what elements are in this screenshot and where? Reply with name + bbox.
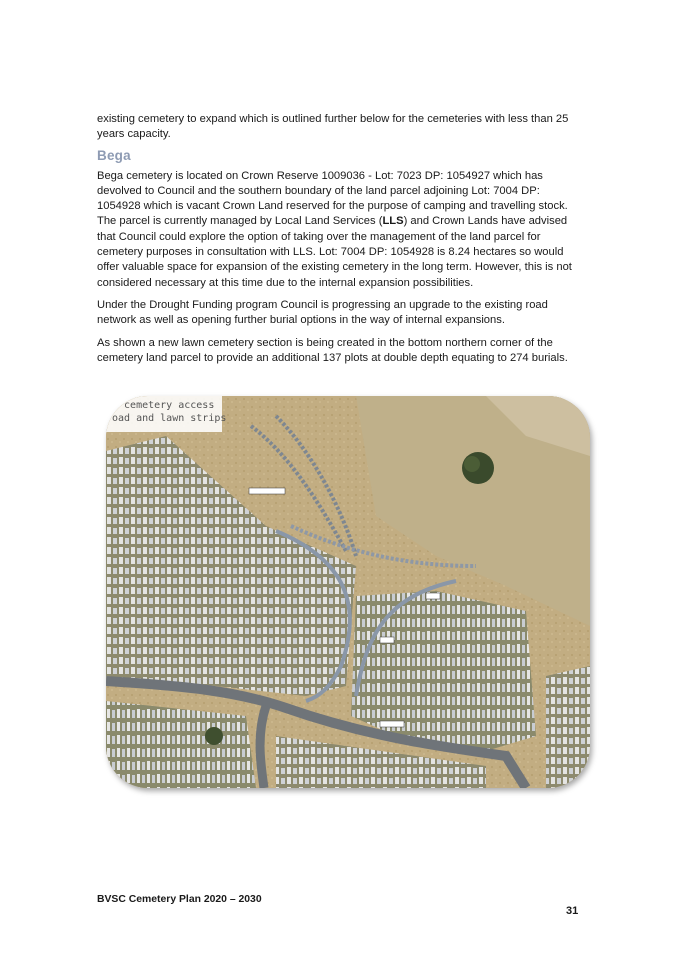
paragraph-1-part-b: ) and Crown Lands have advised that Council could explore the option of taking over the management of the land parcel for cemetery purposes in consultation with LLS. Lot: 7004 DP: 1054928 is 8.24 hectares so would offer valuable space for expansion of the existing cemetery in the long term. However, this is not considered necessary at this time due to the internal expansion possibilities.: [97, 215, 572, 289]
figure-caption-line-2: oad and lawn strips: [112, 413, 227, 424]
map-label-box-1: [249, 488, 285, 494]
grave-block-southeast: [546, 666, 590, 788]
tree-small: [205, 727, 223, 745]
map-label-box-4: [380, 721, 404, 727]
grave-block-east: [351, 591, 536, 751]
paragraph-1-part-a: Bega cemetery is located on Crown Reserve 1009036 - Lot: 7023 DP: 1054927 which has devolved to Council and the southern boundary of the land parcel adjoining Lot: 7004 DP: 1054928 which is vacant Crown Land reserved for the purpose of camping and travelling stock. The parcel is currently managed by Local Land Services (: [97, 169, 568, 228]
paragraph-1-bold: LLS: [382, 215, 404, 228]
section-heading: Bega: [97, 147, 131, 163]
paragraph-3: As shown a new lawn cemetery section is being created in the bottom northern corner of the cemetery land parcel to provide an additional 137 plots at double depth equating to 274 burials.: [97, 336, 568, 364]
aerial-photo-figure: [106, 396, 590, 788]
map-label-box-3: [380, 637, 394, 643]
figure-caption-line-1: s cemetery access: [112, 400, 215, 411]
aerial-photo: [106, 396, 590, 788]
intro-paragraph: existing cemetery to expand which is outlined further below for the cemeteries with less than 25 years capacity.: [97, 113, 569, 141]
paragraph-2: Under the Drought Funding program Council is progressing an upgrade to the existing road network as well as opening further burial options in the way of internal expansions.: [97, 298, 548, 327]
paragraph-1: [97, 169, 585, 291]
figure-caption: [106, 396, 227, 432]
footer-document-title: BVSC Cemetery Plan 2020 – 2030: [97, 894, 262, 905]
tree-highlight: [464, 456, 480, 472]
body-text: [97, 112, 585, 373]
map-label-box-2: [426, 593, 440, 599]
page-number: 31: [566, 905, 579, 917]
